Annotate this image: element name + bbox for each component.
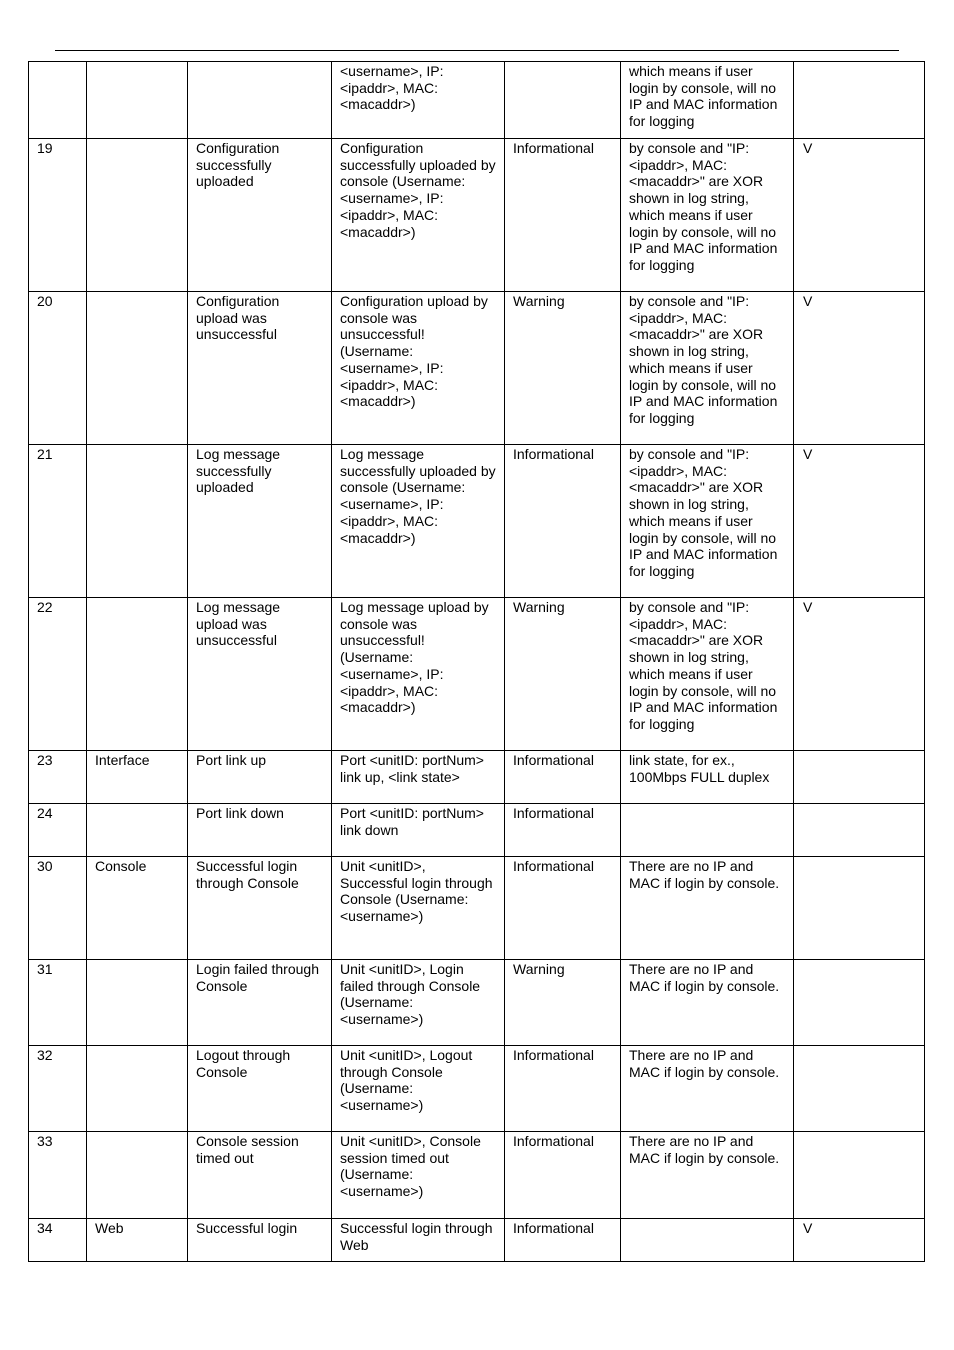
event-category-text: Web	[95, 1220, 124, 1236]
cell-event-id	[29, 751, 87, 804]
cell-event-description	[188, 1132, 332, 1219]
cell-log-message	[332, 598, 505, 751]
remark-text: which means if user login by console, will no IP and MAC information for logging	[629, 63, 778, 130]
cell-flag	[794, 598, 925, 751]
cell-log-message	[332, 960, 505, 1046]
table-row	[29, 62, 925, 139]
log-message-text: Configuration successfully uploaded by console (Username: <username>, IP: <ipaddr>, MAC: <macaddr>)	[340, 140, 496, 240]
remark-text: by console and "IP: <ipaddr>, MAC: <macaddr>" are XOR shown in log string, which means if user login by console, will no IP and MAC information for logging	[629, 446, 778, 579]
event-id-text: 24	[37, 805, 53, 821]
cell-remark	[621, 857, 794, 960]
cell-event-id	[29, 857, 87, 960]
cell-event-id	[29, 1046, 87, 1132]
cell-severity	[505, 445, 621, 598]
table-row	[29, 1219, 925, 1262]
log-message-text: Unit <unitID>, Logout through Console (Username: <username>)	[340, 1047, 473, 1114]
severity-text: Warning	[513, 293, 565, 309]
cell-event-category	[87, 1219, 188, 1262]
remark-text: by console and "IP: <ipaddr>, MAC: <macaddr>" are XOR shown in log string, which means if user login by console, will no IP and MAC information for logging	[629, 293, 778, 426]
cell-event-category	[87, 751, 188, 804]
table-row	[29, 139, 925, 292]
cell-event-description	[188, 292, 332, 445]
cell-log-message	[332, 857, 505, 960]
event-category-text: Interface	[95, 752, 150, 768]
cell-flag	[794, 1046, 925, 1132]
cell-remark	[621, 598, 794, 751]
cell-remark	[621, 1046, 794, 1132]
cell-flag	[794, 751, 925, 804]
event-description-text: Port link down	[196, 805, 284, 821]
cell-event-description	[188, 445, 332, 598]
log-message-text: Log message upload by console was unsuccessful! (Username: <username>, IP: <ipaddr>, MAC: <macaddr>)	[340, 599, 489, 716]
cell-remark	[621, 292, 794, 445]
event-description-text: Logout through Console	[196, 1047, 291, 1080]
severity-text: Informational	[513, 1220, 594, 1236]
header-rule	[55, 50, 899, 51]
log-message-text: Port <unitID: portNum> link up, <link state>	[340, 752, 484, 785]
table-row	[29, 960, 925, 1046]
cell-log-message	[332, 751, 505, 804]
flag-text: V	[803, 293, 813, 309]
log-event-table	[28, 61, 925, 1262]
cell-event-category	[87, 1046, 188, 1132]
cell-log-message	[332, 445, 505, 598]
cell-event-id	[29, 445, 87, 598]
log-message-text: Successful login through Web	[340, 1220, 493, 1253]
cell-remark	[621, 960, 794, 1046]
cell-severity	[505, 62, 621, 139]
event-category-text: Console	[95, 858, 147, 874]
log-message-text: Port <unitID: portNum> link down	[340, 805, 484, 838]
cell-event-id	[29, 804, 87, 857]
log-message-text: Configuration upload by console was unsuccessful! (Username: <username>, IP: <ipaddr>, MAC: <macaddr>)	[340, 293, 488, 410]
remark-text: There are no IP and MAC if login by console.	[629, 1133, 780, 1166]
cell-severity	[505, 960, 621, 1046]
cell-event-description	[188, 1046, 332, 1132]
flag-text: V	[803, 1220, 813, 1236]
event-id-text: 33	[37, 1133, 53, 1149]
cell-event-description	[188, 1219, 332, 1262]
table-row	[29, 804, 925, 857]
cell-flag	[794, 139, 925, 292]
event-description-text: Console session timed out	[196, 1133, 299, 1166]
cell-remark	[621, 1132, 794, 1219]
event-description-text: Configuration successfully uploaded	[196, 140, 280, 190]
cell-severity	[505, 1046, 621, 1132]
remark-text: by console and "IP: <ipaddr>, MAC: <macaddr>" are XOR shown in log string, which means if user login by console, will no IP and MAC information for logging	[629, 599, 778, 732]
event-description-text: Log message successfully uploaded	[196, 446, 281, 496]
cell-event-id	[29, 1132, 87, 1219]
cell-event-category	[87, 292, 188, 445]
event-description-text: Successful login through Console	[196, 858, 299, 891]
severity-text: Informational	[513, 140, 594, 156]
cell-log-message	[332, 804, 505, 857]
cell-log-message	[332, 1046, 505, 1132]
event-id-text: 31	[37, 961, 53, 977]
severity-text: Informational	[513, 446, 594, 462]
cell-remark	[621, 804, 794, 857]
cell-event-description	[188, 139, 332, 292]
event-id-text: 32	[37, 1047, 53, 1063]
remark-text: There are no IP and MAC if login by console.	[629, 1047, 780, 1080]
table-row	[29, 857, 925, 960]
log-message-text: Unit <unitID>, Login failed through Console (Username: <username>)	[340, 961, 481, 1028]
cell-event-description	[188, 62, 332, 139]
event-id-text: 20	[37, 293, 53, 309]
table-row	[29, 445, 925, 598]
event-id-text: 22	[37, 599, 53, 615]
cell-event-id	[29, 292, 87, 445]
cell-event-description	[188, 960, 332, 1046]
cell-severity	[505, 1219, 621, 1262]
cell-remark	[621, 1219, 794, 1262]
cell-log-message	[332, 292, 505, 445]
cell-event-description	[188, 598, 332, 751]
cell-flag	[794, 857, 925, 960]
severity-text: Warning	[513, 961, 565, 977]
log-message-text: Log message successfully uploaded by console (Username: <username>, IP: <ipaddr>, MAC: <macaddr>)	[340, 446, 496, 546]
cell-event-description	[188, 804, 332, 857]
event-id-text: 21	[37, 446, 53, 462]
table-row	[29, 1132, 925, 1219]
cell-remark	[621, 62, 794, 139]
log-table-body	[29, 62, 925, 1262]
cell-event-category	[87, 62, 188, 139]
remark-text: There are no IP and MAC if login by console.	[629, 961, 780, 994]
remark-text: by console and "IP: <ipaddr>, MAC: <macaddr>" are XOR shown in log string, which means if user login by console, will no IP and MAC information for logging	[629, 140, 778, 273]
cell-event-category	[87, 960, 188, 1046]
cell-event-category	[87, 445, 188, 598]
cell-flag	[794, 960, 925, 1046]
cell-remark	[621, 751, 794, 804]
cell-flag	[794, 1132, 925, 1219]
severity-text: Informational	[513, 1133, 594, 1149]
cell-remark	[621, 139, 794, 292]
event-id-text: 23	[37, 752, 53, 768]
cell-event-id	[29, 598, 87, 751]
severity-text: Informational	[513, 752, 594, 768]
cell-event-id	[29, 139, 87, 292]
event-description-text: Configuration upload was unsuccessful	[196, 293, 280, 343]
event-id-text: 30	[37, 858, 53, 874]
table-row	[29, 1046, 925, 1132]
cell-event-category	[87, 598, 188, 751]
cell-severity	[505, 292, 621, 445]
cell-flag	[794, 445, 925, 598]
cell-event-id	[29, 960, 87, 1046]
cell-event-category	[87, 139, 188, 292]
cell-event-category	[87, 1132, 188, 1219]
flag-text: V	[803, 140, 813, 156]
cell-log-message	[332, 139, 505, 292]
log-message-text: Unit <unitID>, Console session timed out (Username: <username>)	[340, 1133, 481, 1200]
event-description-text: Successful login	[196, 1220, 298, 1236]
cell-event-id	[29, 1219, 87, 1262]
event-id-text: 34	[37, 1220, 53, 1236]
cell-log-message	[332, 1132, 505, 1219]
cell-event-category	[87, 857, 188, 960]
table-row	[29, 598, 925, 751]
event-description-text: Port link up	[196, 752, 267, 768]
cell-severity	[505, 751, 621, 804]
event-description-text: Log message upload was unsuccessful	[196, 599, 281, 649]
flag-text: V	[803, 599, 813, 615]
cell-event-description	[188, 751, 332, 804]
cell-severity	[505, 857, 621, 960]
cell-severity	[505, 804, 621, 857]
severity-text: Informational	[513, 1047, 594, 1063]
severity-text: Informational	[513, 805, 594, 821]
log-message-text: <username>, IP: <ipaddr>, MAC: <macaddr>)	[340, 63, 444, 113]
severity-text: Informational	[513, 858, 594, 874]
event-description-text: Login failed through Console	[196, 961, 319, 994]
severity-text: Warning	[513, 599, 565, 615]
cell-event-description	[188, 857, 332, 960]
cell-severity	[505, 139, 621, 292]
event-id-text: 19	[37, 140, 53, 156]
table-row	[29, 292, 925, 445]
cell-remark	[621, 445, 794, 598]
cell-log-message	[332, 62, 505, 139]
cell-flag	[794, 62, 925, 139]
cell-event-id	[29, 62, 87, 139]
cell-severity	[505, 1132, 621, 1219]
cell-event-category	[87, 804, 188, 857]
flag-text: V	[803, 446, 813, 462]
log-message-text: Unit <unitID>, Successful login through Console (Username: <username>)	[340, 858, 493, 925]
table-row	[29, 751, 925, 804]
cell-flag	[794, 804, 925, 857]
cell-severity	[505, 598, 621, 751]
cell-log-message	[332, 1219, 505, 1262]
remark-text: There are no IP and MAC if login by console.	[629, 858, 780, 891]
cell-flag	[794, 1219, 925, 1262]
cell-flag	[794, 292, 925, 445]
remark-text: link state, for ex., 100Mbps FULL duplex	[629, 752, 770, 785]
